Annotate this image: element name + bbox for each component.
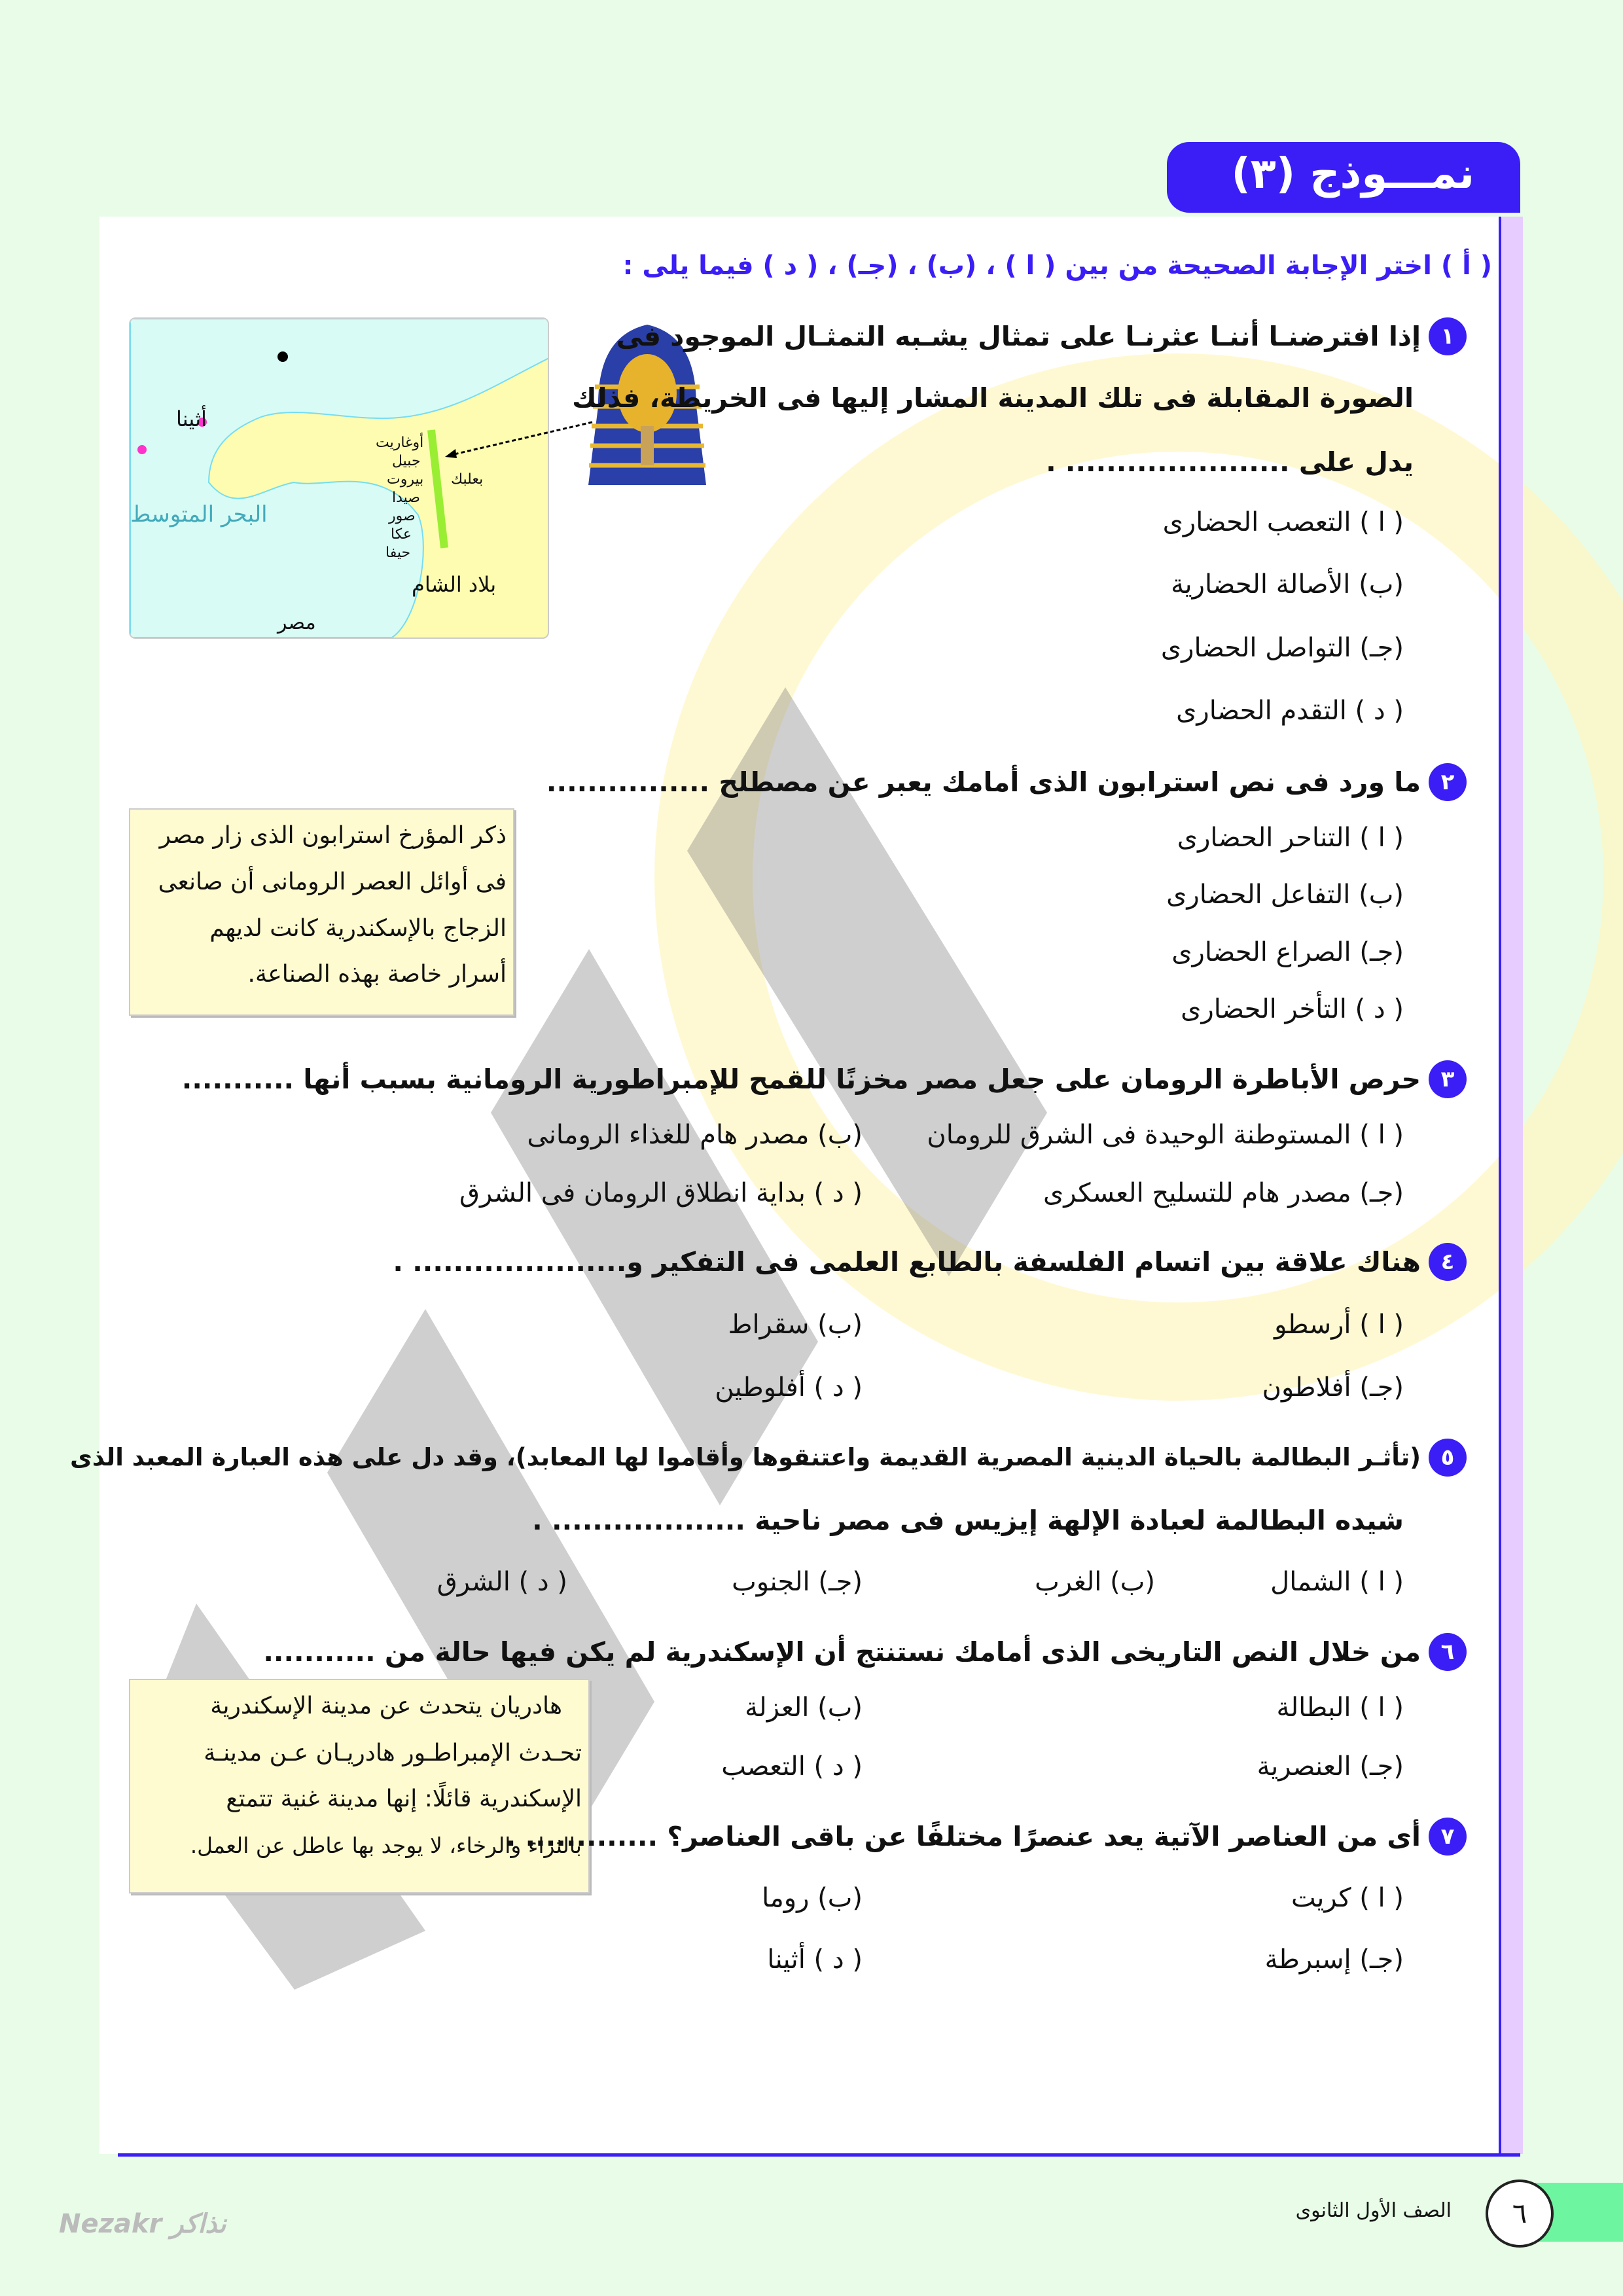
option-1d[interactable]: ( د ) التقدم الحضارى: [1176, 696, 1404, 726]
option-7b[interactable]: (ب) روما: [762, 1883, 863, 1913]
question-number-6: ٦: [1429, 1633, 1467, 1671]
question-number-2: ٢: [1429, 763, 1467, 801]
option-3b[interactable]: (ب) مصدر هام للغذاء الرومانى: [527, 1120, 863, 1150]
question-number-1: ١: [1429, 317, 1467, 355]
question-number-7: ٧: [1429, 1818, 1467, 1856]
option-7a[interactable]: ( ا ) كريت: [1291, 1883, 1404, 1913]
option-7c[interactable]: (جـ) إسبرطة: [1264, 1945, 1404, 1975]
question-3-text: حرص الأباطرة الرومان على جعل مصر مخزنًا للقمح للإمبراطورية الرومانية بسبب أنها ...........: [181, 1064, 1421, 1095]
bottom-rule: [118, 2153, 1520, 2157]
strabo-note: [129, 808, 514, 1016]
map-label-haifa: حيفا: [385, 545, 411, 561]
map-label-byblos: جبيل: [392, 453, 421, 469]
model-title: نمـــوذج (٣): [1231, 150, 1474, 198]
question-5-line-2: شيده البطالمة لعبادة الإلهة إيزيس فى مصر ناحية ................... .: [532, 1505, 1404, 1536]
question-7-text: أى من العناصر الآتية يعد عنصرًا مختلفًا عن باقى العناصر؟ ............. .: [505, 1821, 1421, 1852]
option-1c[interactable]: (جـ) التواصل الحضارى: [1160, 633, 1404, 663]
instruction: ( أ ) اختر الإجابة الصحيحة من بين ( ا ) ، (ب) ، (جـ) ، ( د ) فيما يلى :: [622, 251, 1492, 281]
option-4b[interactable]: (ب) سقراط: [728, 1310, 863, 1340]
option-3d[interactable]: ( د ) بداية انطلاق الرومان فى الشرق: [459, 1178, 863, 1208]
note-1-line-2: فى أوائل العصر الرومانى أن صانعى: [158, 869, 507, 895]
page-number: ٦: [1486, 2179, 1554, 2248]
question-1-line-3: يدل على ...................... .: [1046, 446, 1414, 478]
option-4d[interactable]: ( د ) أفلوطين: [715, 1372, 863, 1403]
map-label-egypt: مصر: [277, 611, 316, 634]
note-1-line-4: أسرار خاصة بهذه الصناعة.: [247, 961, 507, 988]
question-1-line-2: الصورة المقابلة فى تلك المدينة المشار إليها فى الخريطة، فذلك: [572, 382, 1414, 414]
option-6d[interactable]: ( د ) التعصب: [721, 1751, 863, 1782]
option-1b[interactable]: (ب) الأصالة الحضارية: [1171, 569, 1404, 600]
option-2a[interactable]: ( ا ) التناحر الحضارى: [1177, 823, 1404, 853]
map-label-mediterranean: البحر المتوسط: [130, 501, 268, 528]
side-strip: [1499, 217, 1523, 2154]
option-2c[interactable]: (جـ) الصراع الحضارى: [1171, 937, 1404, 967]
option-2d[interactable]: ( د ) التأخر الحضارى: [1181, 994, 1404, 1024]
note-1-line-1: ذكر المؤرخ استرابون الذى زار مصر: [159, 822, 507, 849]
nezakr-logo: Nezakr نذاكر: [59, 2209, 226, 2239]
option-1a[interactable]: ( ا ) التعصب الحضارى: [1162, 507, 1404, 537]
option-3a[interactable]: ( ا ) المستوطنة الوحيدة فى الشرق للرومان: [927, 1120, 1404, 1150]
map-label-ugarit: أوغاريت: [376, 435, 424, 451]
question-number-3: ٣: [1429, 1060, 1467, 1098]
question-number-5: ٥: [1429, 1439, 1467, 1477]
option-4c[interactable]: (جـ) أفلاطون: [1262, 1372, 1404, 1403]
footer-grade: الصف الأول الثانوى: [1295, 2199, 1452, 2222]
map-label-baalbek: بعلبك: [451, 471, 484, 488]
map-levant: [129, 317, 549, 639]
option-5a[interactable]: ( ا ) الشمال: [1270, 1567, 1404, 1597]
note-2-line-4: بالثراء والرخاء، لا يوجد بها عاطل عن العمل.: [190, 1833, 582, 1858]
question-5-line-1: (تأثـر البطالمة بالحياة الدينية المصرية القديمة واعتنقوها وأقاموا لها المعابد)، وقد دل على هذه العبارة المعبد الذى: [70, 1443, 1421, 1471]
option-6a[interactable]: ( ا ) البطالة: [1276, 1693, 1404, 1723]
note-1-line-3: الزجاج بالإسكندرية كانت لديهم: [209, 915, 507, 942]
hadrian-note: [129, 1679, 590, 1893]
map-label-beirut: بيروت: [387, 471, 424, 488]
option-6c[interactable]: (جـ) العنصرية: [1257, 1751, 1404, 1782]
option-5d[interactable]: ( د ) الشرق: [437, 1567, 567, 1597]
map-arrow: [445, 419, 596, 471]
map-label-acre: عكا: [391, 526, 412, 543]
option-2b[interactable]: (ب) التفاعل الحضارى: [1166, 880, 1404, 910]
question-4-text: هناك علاقة بين اتسام الفلسفة بالطابع العلمى فى التفكير و..................... .: [393, 1246, 1421, 1278]
option-3c[interactable]: (جـ) مصدر هام للتسليح العسكرى: [1043, 1178, 1404, 1208]
question-1-line-1: إذا افترضنـا أننـا عثرنـا على تمثال يشـبه التمثـال الموجود فى: [616, 321, 1421, 352]
map-label-levant: بلاد الشام: [412, 572, 497, 597]
option-5c[interactable]: (جـ) الجنوب: [732, 1567, 863, 1597]
option-7d[interactable]: ( د ) أثينا: [767, 1945, 863, 1975]
map-label-sidon: صيدا: [392, 490, 420, 506]
note-2-line-1: هادريان يتحدث عن مدينة الإسكندرية: [210, 1693, 562, 1719]
note-2-line-3: الإسكندرية قائلًا: إنها مدينة غنية تتمتع: [226, 1785, 582, 1812]
map-label-tyre: صور: [389, 508, 416, 524]
option-4a[interactable]: ( ا ) أرسطو: [1274, 1310, 1404, 1340]
model-title-tab: [1167, 142, 1520, 213]
map-label-athens: أثينا: [176, 406, 207, 431]
question-number-4: ٤: [1429, 1243, 1467, 1281]
note-2-line-2: تحـدث الإمبراطـور هادريـان عـن مدينـة: [204, 1740, 582, 1767]
question-2-text: ما ورد فى نص استرابون الذى أمامك يعبر عن مصطلح ................: [546, 766, 1421, 798]
option-6b[interactable]: (ب) العزلة: [745, 1693, 863, 1723]
option-5b[interactable]: (ب) الغرب: [1035, 1567, 1155, 1597]
question-6-text: من خلال النص التاريخى الذى أمامك نستنتج أن الإسكندرية لم يكن فيها حالة من ...........: [263, 1636, 1421, 1668]
